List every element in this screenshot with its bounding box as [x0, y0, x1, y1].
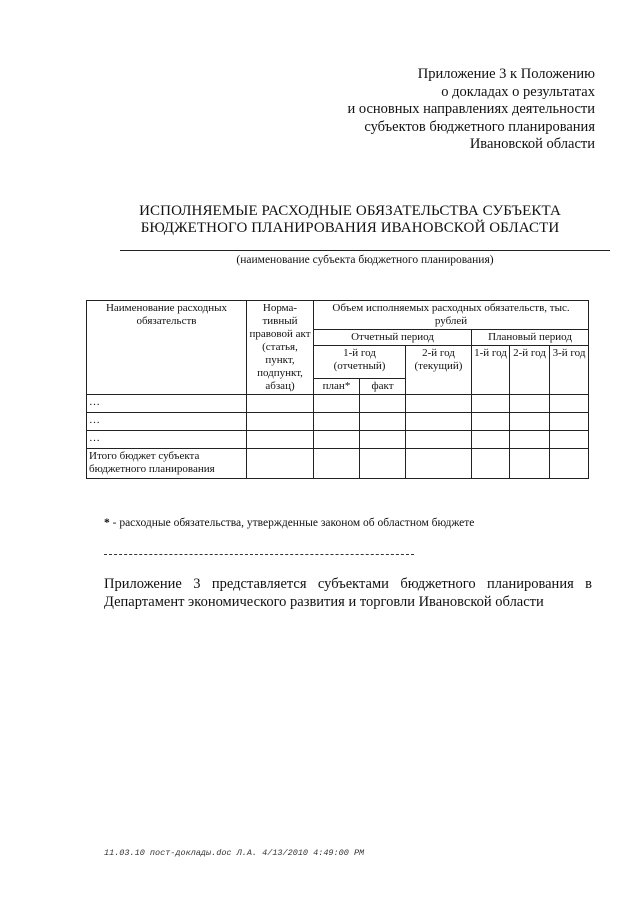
- header-planned-period: Плановый период: [472, 330, 589, 346]
- table-cell: [360, 395, 406, 413]
- separator-line: [104, 554, 414, 555]
- table-cell: [472, 413, 510, 431]
- header-volume: Объем исполняемых расходных обязательств, тыс. рублей: [314, 301, 589, 330]
- appendix-line: о докладах о результатах: [441, 83, 595, 100]
- table-cell: [472, 431, 510, 449]
- subject-name-line: [120, 250, 610, 251]
- table-cell: [406, 449, 472, 479]
- table-cell: [360, 449, 406, 479]
- subject-name-caption: (наименование субъекта бюджетного планирования): [236, 254, 494, 266]
- document-title: [90, 203, 610, 237]
- appendix-line: субъектов бюджетного планирования: [364, 118, 595, 135]
- document-footer: 11.03.10 пост-доклады.doc Л.А. 4/13/2010 4:49:00 PM: [104, 848, 365, 858]
- table-cell: [314, 413, 360, 431]
- table-header-row: [87, 301, 589, 330]
- table-cell: [314, 395, 360, 413]
- footnote-mark: *: [104, 517, 110, 529]
- header-reporting-period: Отчетный период: [314, 330, 472, 346]
- table-cell: [550, 449, 589, 479]
- table-cell: [247, 413, 314, 431]
- table-cell-name: …: [87, 395, 247, 413]
- table-cell: [510, 449, 550, 479]
- table-cell: [472, 449, 510, 479]
- header-plan-year-2: 2-й год: [510, 346, 550, 395]
- header-expense-obligations: Наименование расходных обязательств: [87, 301, 247, 395]
- table-cell: [360, 431, 406, 449]
- table-cell: [510, 431, 550, 449]
- header-year-1-reporting: 1-й год (отчетный): [314, 346, 406, 379]
- table-cell: [406, 431, 472, 449]
- table-cell: [550, 431, 589, 449]
- table-cell: [510, 395, 550, 413]
- table-cell: [247, 431, 314, 449]
- table-cell: [510, 413, 550, 431]
- table-cell-name: …: [87, 413, 247, 431]
- table-cell: [472, 395, 510, 413]
- table-row: [87, 431, 589, 449]
- header-plan: план*: [314, 379, 360, 395]
- table-cell: [406, 395, 472, 413]
- document-title-line-2: БЮДЖЕТНОГО ПЛАНИРОВАНИЯ ИВАНОВСКОЙ ОБЛАСТИ: [140, 220, 560, 236]
- header-fact: факт: [360, 379, 406, 395]
- table-row: [87, 413, 589, 431]
- table-total-label: Итого бюджет субъекта бюджетного планирования: [87, 449, 247, 479]
- table-cell: [360, 413, 406, 431]
- header-legal-act: Норма-тивный правовой акт (статья, пункт, подпункт, абзац): [247, 301, 314, 395]
- header-plan-year-3: 3-й год: [550, 346, 589, 395]
- submission-note: Приложение 3 представляется субъектами бюджетного планирования в Департамент экономического развития и торговли Ивановской области: [104, 576, 592, 610]
- table-row: [87, 395, 589, 413]
- footnote-text: - расходные обязательства, утвержденные законом об областном бюджете: [109, 517, 475, 529]
- table-cell: [314, 449, 360, 479]
- appendix-line: Ивановской области: [469, 136, 595, 152]
- footnote: [104, 517, 604, 529]
- header-plan-year-1: 1-й год: [472, 346, 510, 395]
- table-cell: [314, 431, 360, 449]
- header-year-2-current: 2-й год (текущий): [406, 346, 472, 395]
- table-cell-name: …: [87, 431, 247, 449]
- obligations-table: [86, 300, 589, 479]
- appendix-line: и основных направлениях деятельности: [347, 101, 595, 117]
- appendix-line: Приложение 3 к Положению: [417, 66, 595, 82]
- appendix-header: [275, 66, 595, 154]
- table-cell: [406, 413, 472, 431]
- table-cell: [550, 413, 589, 431]
- document-title-line-1: ИСПОЛНЯЕМЫЕ РАСХОДНЫЕ ОБЯЗАТЕЛЬСТВА СУБЪЕКТА: [139, 203, 561, 219]
- table-cell: [247, 395, 314, 413]
- table-cell: [550, 395, 589, 413]
- table-total-row: [87, 449, 589, 479]
- table-cell: [247, 449, 314, 479]
